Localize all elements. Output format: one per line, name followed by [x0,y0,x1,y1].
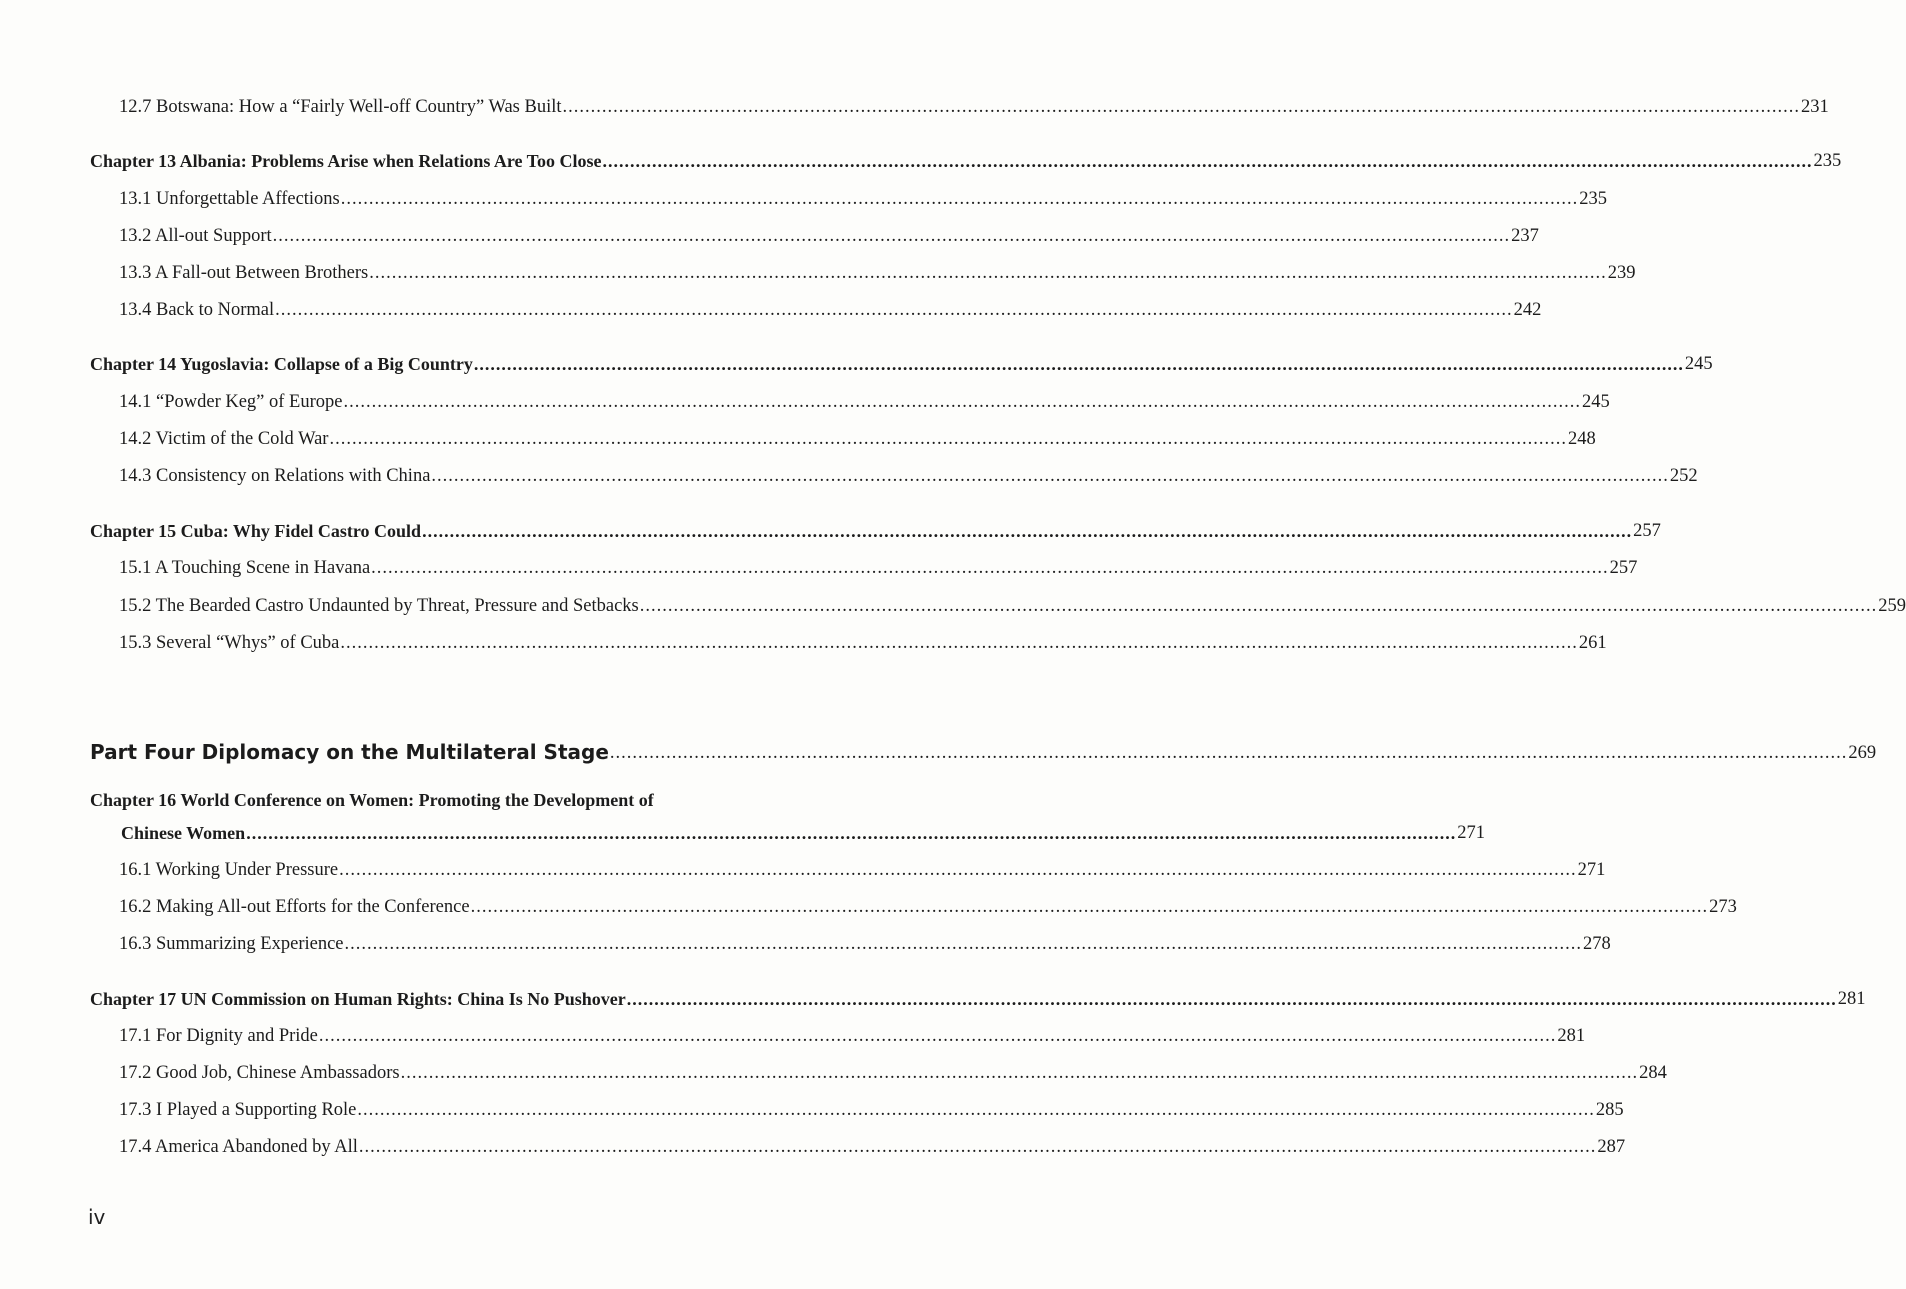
toc-page-number: 252 [1669,466,1698,486]
toc-section-entry [0,254,1636,284]
toc-entry-title: 15.2 The Bearded Castro Undaunted by Threat, Pressure and Setbacks [119,596,639,616]
toc-entry-title: 17.4 America Abandoned by All [119,1137,358,1157]
toc-page-number: 231 [1801,97,1829,117]
toc-page-number: 257 [1609,558,1638,578]
toc-entry-title: 16.1 Working Under Pressure [119,860,339,880]
toc-page-number: 235 [1813,151,1842,171]
dot-leader: ............................................................................................................................................................................................................................ [609,743,1848,763]
toc-entry-title: 17.3 I Played a Supporting Role [119,1100,357,1120]
toc-section-entry [0,180,1608,210]
toc-entry-title: 17.2 Good Job, Chinese Ambassadors [119,1063,400,1083]
dot-leader: ............................................................................................................................................................................................................................ [470,897,1709,917]
toc-entry-title: 13.3 A Fall-out Between Brothers [119,263,369,283]
toc-page-number: 245 [1684,354,1713,374]
toc-entry-title: 15.1 A Touching Scene in Havana [119,558,371,578]
toc-entry-title: 13.2 All-out Support [119,226,272,246]
toc-chapter-entry [0,512,1661,542]
toc-page-number: 237 [1511,226,1539,246]
dot-leader: ............................................................................................................................................................................................................................ [343,392,1581,412]
toc-entry-title: Chinese Women [121,823,246,843]
toc-section-entry [0,925,1611,955]
toc-section-entry [0,1054,1667,1084]
toc-page-number: 284 [1639,1063,1667,1083]
dot-leader: ............................................................................................................................................................................................................................ [357,1100,1595,1120]
toc-page-number: 239 [1607,263,1636,283]
toc-page-number: 235 [1579,189,1608,209]
toc-section-entry [0,1128,1626,1158]
dot-leader: ............................................................................................................................................................................................................................ [473,354,1684,374]
toc-page-number: 281 [1557,1026,1586,1046]
dot-leader: ............................................................................................................................................................................................................................ [358,1137,1597,1157]
chapter-16-title-line1: Chapter 16 World Conference on Women: Promoting the Development of [90,790,654,810]
toc-entry-title: 13.1 Unforgettable Affections [119,189,340,209]
dot-leader: ............................................................................................................................................................................................................................ [340,189,1579,209]
toc-section-entry [0,587,1906,617]
toc-page-number: 259 [1878,596,1906,616]
toc-entry-title: Chapter 17 UN Commission on Human Rights: China Is No Pushover [90,989,626,1009]
toc-entry-title: 13.4 Back to Normal [119,300,275,320]
toc-page-number: 271 [1577,860,1606,880]
toc-section-entry [0,1091,1624,1121]
toc-entry-title: Chapter 15 Cuba: Why Fidel Castro Could [90,521,422,541]
toc-entry-title: 12.7 Botswana: How a “Fairly Well-off Country” Was Built [119,97,562,117]
dot-leader: ............................................................................................................................................................................................................................ [369,263,1607,283]
toc-entry-title: Part Four Diplomacy on the Multilateral Stage [90,740,609,764]
toc-entry-title: 14.2 Victim of the Cold War [119,429,329,449]
toc-section-entry [0,549,1638,579]
toc-page-number: 248 [1567,429,1596,449]
toc-page-number: 242 [1513,300,1542,320]
dot-leader: ............................................................................................................................................................................................................................ [602,151,1813,171]
dot-leader: ............................................................................................................................................................................................................................ [639,596,1878,616]
dot-leader: ............................................................................................................................................................................................................................ [340,633,1578,653]
toc-section-entry [0,851,1606,881]
toc-section-entry [0,888,1737,918]
toc-section-entry [0,624,1607,654]
dot-leader: ............................................................................................................................................................................................................................ [400,1063,1639,1083]
toc-page-number: 273 [1709,897,1737,917]
toc-page-number: 285 [1595,1100,1624,1120]
toc-section-entry [0,383,1610,413]
dot-leader: ............................................................................................................................................................................................................................ [371,558,1609,578]
dot-leader: ............................................................................................................................................................................................................................ [562,97,1801,117]
toc-entry-title: 17.1 For Dignity and Pride [119,1026,318,1046]
toc-entry-title: 16.3 Summarizing Experience [119,934,344,954]
toc-entry-title: Chapter 13 Albania: Problems Arise when Relations Are Too Close [90,151,602,171]
toc-page-number: 269 [1848,743,1877,763]
toc-entry-title: Chapter 14 Yugoslavia: Collapse of a Big Country [90,354,473,374]
toc-page-number: 261 [1578,633,1607,653]
toc-page-number: 271 [1457,823,1485,843]
toc-page-number: 257 [1633,521,1661,541]
toc-chapter-entry [0,814,1485,844]
toc-entry-title: 15.3 Several “Whys” of Cuba [119,633,340,653]
toc-section-entry [0,457,1698,487]
toc-section-entry [0,420,1596,450]
toc-part-entry [0,734,1877,764]
dot-leader: ............................................................................................................................................................................................................................ [246,823,1457,843]
dot-leader: ............................................................................................................................................................................................................................ [272,226,1511,246]
dot-leader: ............................................................................................................................................................................................................................ [422,521,1633,541]
toc-chapter-entry [0,345,1713,375]
toc-page-number: 278 [1583,934,1611,954]
toc-page-number: 287 [1597,1137,1626,1157]
dot-leader: ............................................................................................................................................................................................................................ [339,860,1577,880]
toc-chapter-entry [0,980,1866,1010]
toc-entry-title: 16.2 Making All-out Efforts for the Conference [119,897,470,917]
toc-section-entry [0,291,1542,321]
dot-leader: ............................................................................................................................................................................................................................ [318,1026,1557,1046]
dot-leader: ............................................................................................................................................................................................................................ [329,429,1567,449]
dot-leader: ............................................................................................................................................................................................................................ [344,934,1583,954]
toc-section-entry [0,217,1539,247]
toc-chapter-entry [0,142,1842,172]
toc-page-number: 245 [1581,392,1610,412]
toc-page-number: 281 [1837,989,1866,1009]
page-folio: iv [88,1205,106,1229]
toc-entry-title: 14.1 “Powder Keg” of Europe [119,392,343,412]
dot-leader: ............................................................................................................................................................................................................................ [431,466,1669,486]
dot-leader: ............................................................................................................................................................................................................................ [626,989,1837,1009]
dot-leader: ............................................................................................................................................................................................................................ [275,300,1513,320]
toc-section-entry [0,1017,1586,1047]
toc-entry-title: 14.3 Consistency on Relations with China [119,466,431,486]
toc-section-entry [0,88,1829,118]
